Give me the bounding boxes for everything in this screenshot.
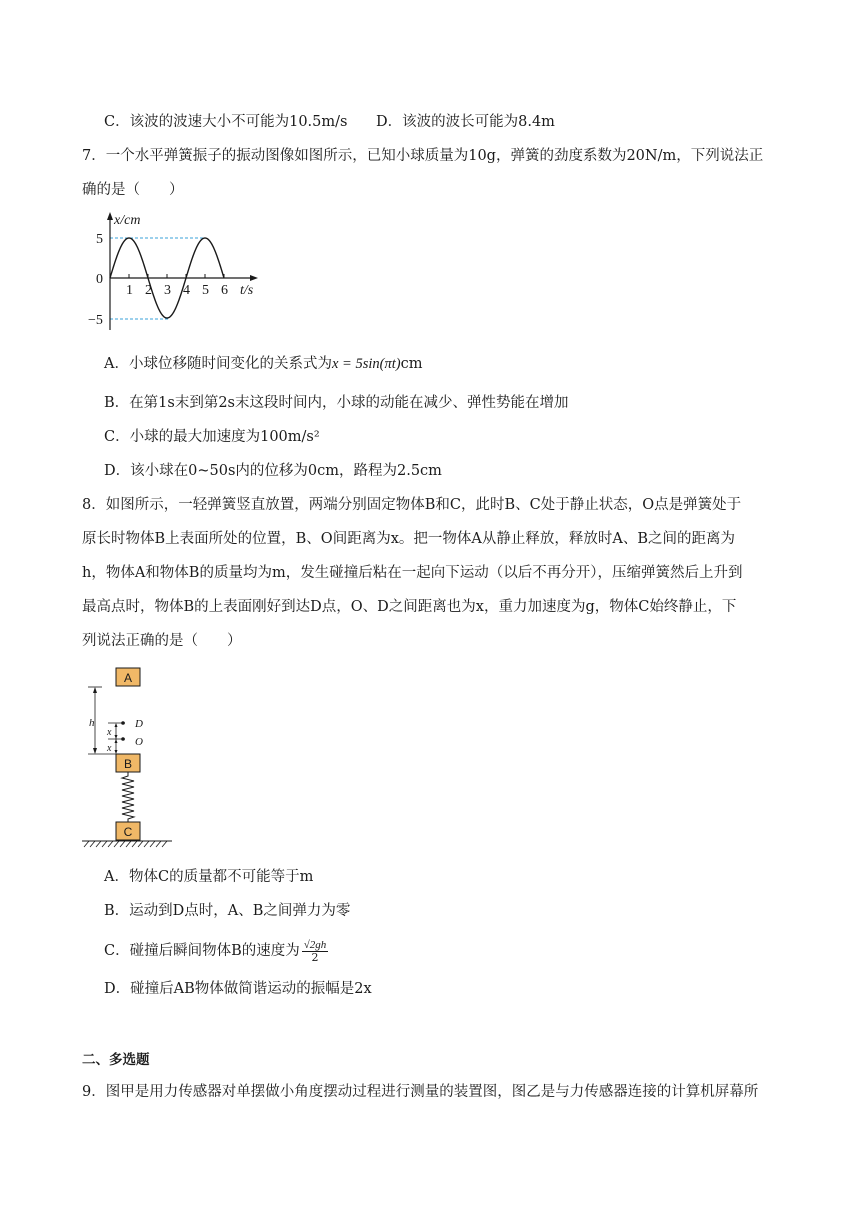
label-x-upper: x	[107, 727, 112, 738]
q8-stem-line4: 最高点时，物体B的上表面刚好到达D点，O、D之间距离也为x，重力加速度为g，物体C始终静止，下	[82, 599, 737, 615]
block-b-label: B	[123, 757, 133, 771]
q7-option-a-formula: x = 5sin(πt)	[331, 356, 401, 372]
point-d	[121, 721, 125, 725]
label-x-lower: x	[107, 743, 112, 754]
q8-option-c-denominator: 2	[311, 950, 319, 964]
q8-spring-figure	[80, 664, 180, 854]
q7-y-tick-zero: 0	[96, 272, 103, 287]
q7-option-a	[104, 354, 422, 374]
q7-vibration-graph	[88, 210, 268, 340]
q8-option-c-numerator: √2gh	[303, 938, 327, 951]
q8-option-b: B．运动到D点时，A、B之间弹力为零	[104, 903, 351, 919]
q7-x-tick: 3	[164, 283, 171, 298]
q7-x-tick: 6	[221, 283, 228, 298]
q7-option-a-prefix: A．小球位移随时间变化的关系式为	[104, 356, 332, 372]
q7-x-tick: 2	[145, 283, 152, 298]
q7-x-axis-label: t/s	[240, 283, 254, 298]
spring	[122, 772, 134, 822]
q7-y-tick-min: −5	[88, 313, 103, 328]
q7-option-d: D．该小球在0~50s内的位移为0cm，路程为2.5cm	[104, 463, 442, 479]
q7-stem-line1: 7．一个水平弹簧振子的振动图像如图所示，已知小球质量为10g，弹簧的劲度系数为20N/m，下列说法正	[82, 148, 764, 164]
q8-stem-line2: 原长时物体B上表面所处的位置，B、O间距离为x。把一物体A从静止释放，释放时A、B之间的距离为	[82, 531, 735, 547]
q8-option-a: A．物体C的质量都不可能等于m	[104, 869, 314, 885]
q7-x-tick: 4	[183, 283, 190, 298]
q8-stem-line3: h，物体A和物体B的质量均为m，发生碰撞后粘在一起向下运动（以后不再分开），压缩弹簧然后上升到	[82, 565, 743, 581]
q7-x-tick: 1	[126, 283, 133, 298]
ground-hatching	[84, 841, 167, 847]
q8-option-d: D．碰撞后AB物体做简谐运动的振幅是2x	[104, 981, 372, 997]
q6-option-d: D．该波的波长可能为8.4m	[376, 114, 555, 130]
block-a-label: A	[123, 671, 133, 685]
label-d: D	[135, 718, 143, 730]
q7-y-arrow	[107, 212, 113, 220]
q7-x-tick: 5	[202, 283, 209, 298]
label-o: O	[135, 736, 143, 748]
q8-option-c-fraction	[302, 939, 329, 964]
q7-option-c: C．小球的最大加速度为100m/s²	[104, 429, 320, 445]
q7-stem-line2: 确的是（ ）	[82, 182, 184, 198]
q6-option-c: C．该波的波速大小不可能为10.5m/s	[104, 114, 348, 130]
block-c-label: C	[123, 825, 133, 839]
q7-option-a-suffix: cm	[400, 356, 423, 372]
q8-stem-line5: 列说法正确的是（ ）	[82, 633, 242, 649]
q8-stem-line1: 8．如图所示，一轻弹簧竖直放置，两端分别固定物体B和C，此时B、C处于静止状态，O点是弹簧处于	[82, 497, 742, 513]
point-o	[121, 737, 125, 741]
q7-y-tick-max: 5	[96, 232, 103, 247]
section-heading-multiple-choice: 二、多选题	[82, 1052, 150, 1068]
q9-stem-line1: 9．图甲是用力传感器对单摆做小角度摆动过程进行测量的装置图，图乙是与力传感器连接的计算机屏幕所	[82, 1084, 759, 1100]
q7-y-axis-label: x/cm	[114, 213, 141, 228]
q8-option-c	[104, 934, 328, 968]
q7-option-b: B．在第1s末到第2s末这段时间内，小球的动能在减少、弹性势能在增加	[104, 395, 569, 411]
q7-x-arrow	[250, 275, 258, 281]
q8-option-c-prefix: C．碰撞后瞬间物体B的速度为	[104, 943, 300, 959]
label-h: h	[89, 717, 95, 729]
